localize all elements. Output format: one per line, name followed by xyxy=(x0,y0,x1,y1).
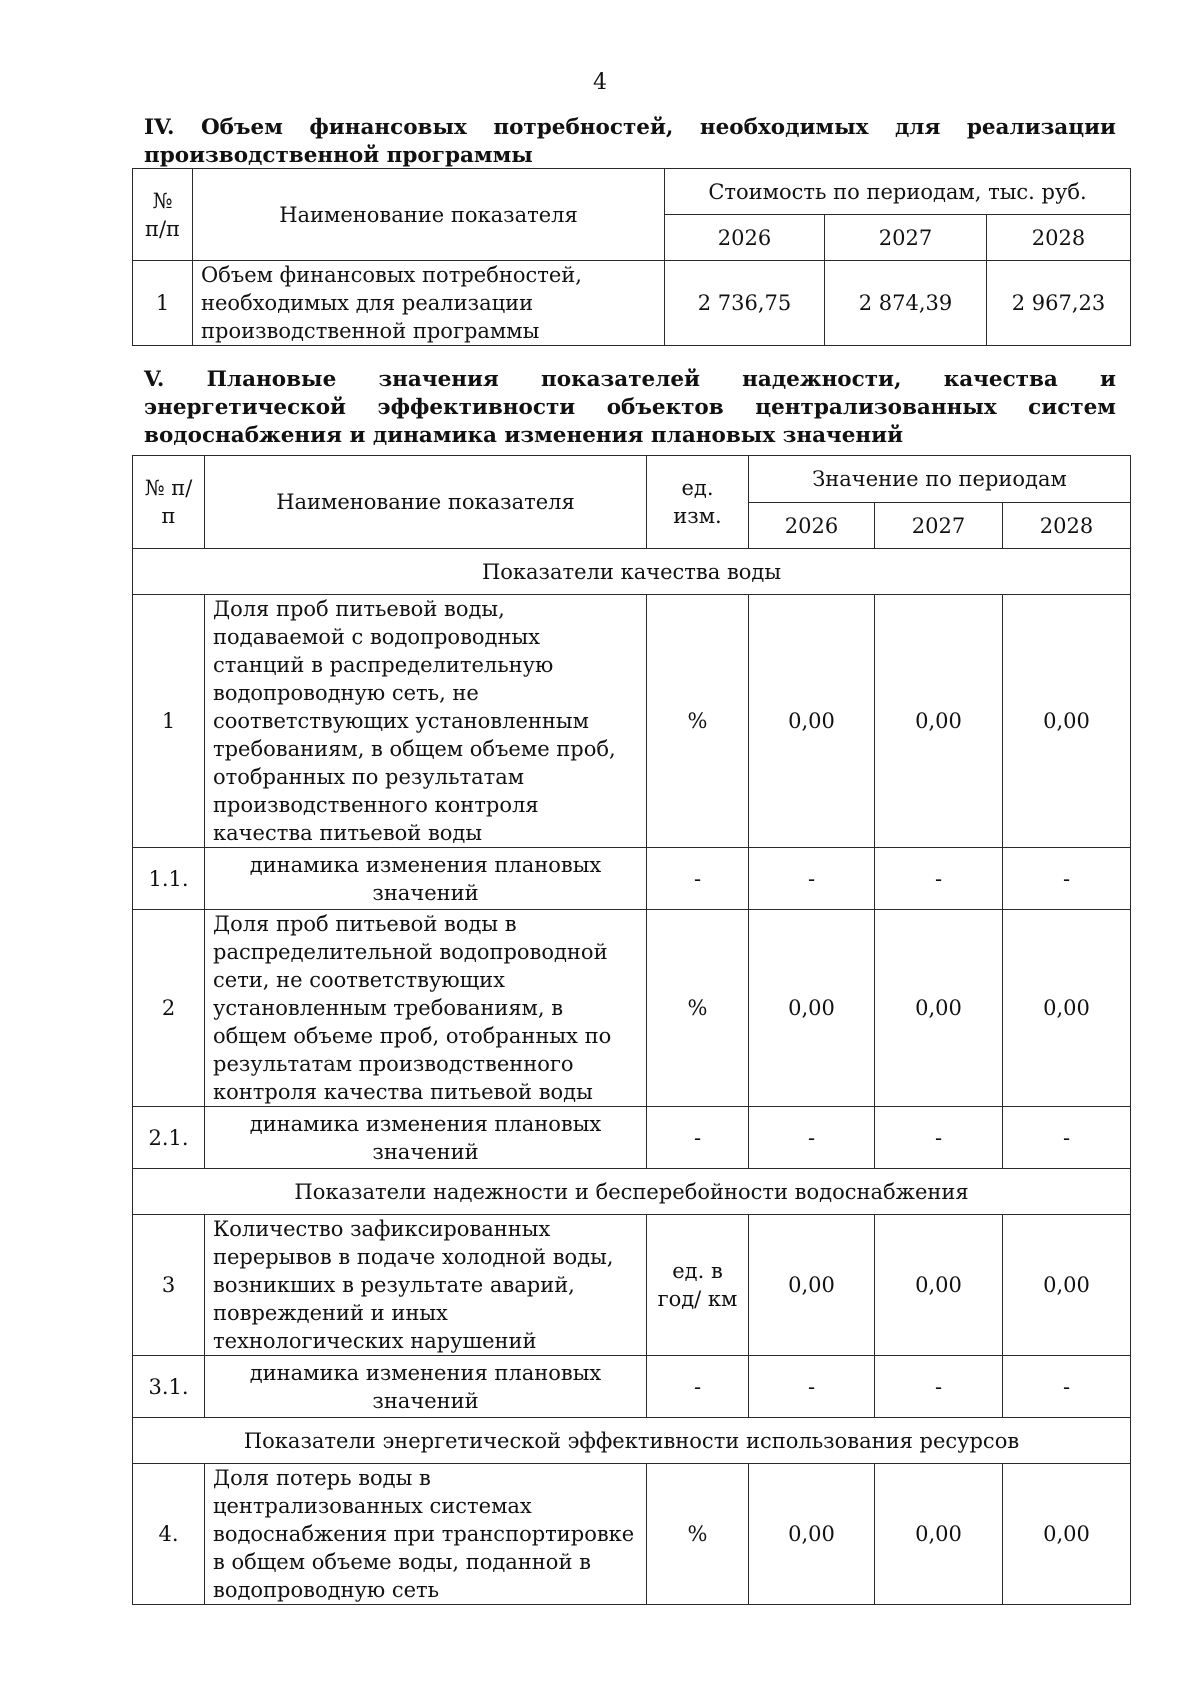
row-value: - xyxy=(749,848,875,910)
group-row xyxy=(133,549,1131,595)
row-indicator-name: Доля проб питьевой воды, подаваемой с водопроводных станций в распределительную водопроводную сеть, не соответствующих установленным требованиям, в общем объеме проб, отобранных по результатам производственного контроля качества питьевой воды xyxy=(205,595,647,848)
header-values-by-period: Значение по периодам xyxy=(749,456,1131,503)
table-row xyxy=(133,1464,1131,1605)
group-row xyxy=(133,1169,1131,1215)
row-value: 0,00 xyxy=(1003,595,1131,848)
header-indicator-name: Наименование показателя xyxy=(193,169,665,261)
table-row xyxy=(133,848,1131,910)
row-value: - xyxy=(1003,1107,1131,1169)
row-unit: ед. в год/ км xyxy=(647,1215,749,1356)
row-value: 0,00 xyxy=(875,1215,1003,1356)
group-row xyxy=(133,1418,1131,1464)
group-title-reliability: Показатели надежности и бесперебойности водоснабжения xyxy=(133,1169,1131,1215)
row-value: 0,00 xyxy=(1003,1215,1131,1356)
row-value: 0,00 xyxy=(749,910,875,1107)
table-row xyxy=(133,1107,1131,1169)
row-num: 1 xyxy=(133,261,193,346)
row-value: 0,00 xyxy=(875,595,1003,848)
header-year: 2026 xyxy=(665,215,825,261)
row-indicator-name: Доля потерь воды в централизованных системах водоснабжения при транспортировке в общем объеме воды, поданной в водопроводную сеть xyxy=(205,1464,647,1605)
row-num: 1 xyxy=(133,595,205,848)
row-indicator-name: Объем финансовых потребностей, необходимых для реализации производственной программы xyxy=(193,261,665,346)
table-row xyxy=(133,261,1131,346)
row-value: - xyxy=(1003,848,1131,910)
row-value: 0,00 xyxy=(1003,910,1131,1107)
page-number: 4 xyxy=(593,70,607,95)
row-indicator-name: Доля проб питьевой воды в распределительной водопроводной сети, не соответствующих установленным требованиям, в общем объеме проб, отобранных по результатам производственного контроля качества питьевой воды xyxy=(205,910,647,1107)
row-unit: % xyxy=(647,1464,749,1605)
indicators-table xyxy=(132,455,1131,1605)
header-year: 2028 xyxy=(1003,503,1131,549)
header-unit: ед. изм. xyxy=(647,456,749,549)
row-value: 0,00 xyxy=(749,595,875,848)
row-num: 3.1. xyxy=(133,1356,205,1418)
row-value: - xyxy=(749,1107,875,1169)
row-value: 2 874,39 xyxy=(825,261,987,346)
table-row xyxy=(133,910,1131,1107)
row-value: - xyxy=(875,848,1003,910)
table-row xyxy=(133,595,1131,848)
row-unit: % xyxy=(647,910,749,1107)
section-v-heading: V. Плановые значения показателей надежности, качества и энергетической эффективности объектов централизованных систем водоснабжения и динамика изменения плановых значений xyxy=(144,367,1116,448)
row-value: 0,00 xyxy=(875,910,1003,1107)
header-year: 2027 xyxy=(875,503,1003,549)
header-num: № п/п xyxy=(133,456,205,549)
header-year: 2028 xyxy=(987,215,1131,261)
row-indicator-name: динамика изменения плановых значений xyxy=(205,1356,647,1418)
row-unit: % xyxy=(647,595,749,848)
group-title-water-quality: Показатели качества воды xyxy=(133,549,1131,595)
group-title-energy-efficiency: Показатели энергетической эффективности использования ресурсов xyxy=(133,1418,1131,1464)
row-value: 2 967,23 xyxy=(987,261,1131,346)
row-num: 2 xyxy=(133,910,205,1107)
row-value: - xyxy=(875,1107,1003,1169)
row-value: 0,00 xyxy=(1003,1464,1131,1605)
row-num: 3 xyxy=(133,1215,205,1356)
row-value: 0,00 xyxy=(749,1215,875,1356)
section-iv-heading: IV. Объем финансовых потребностей, необходимых для реализации производственной программы xyxy=(144,115,1116,168)
row-value: - xyxy=(749,1356,875,1418)
row-num: 1.1. xyxy=(133,848,205,910)
row-unit: - xyxy=(647,848,749,910)
row-unit: - xyxy=(647,1356,749,1418)
row-value: 0,00 xyxy=(749,1464,875,1605)
row-indicator-name: Количество зафиксированных перерывов в подаче холодной воды, возникших в результате аварий, повреждений и иных технологических нарушений xyxy=(205,1215,647,1356)
header-year: 2026 xyxy=(749,503,875,549)
header-indicator-name: Наименование показателя xyxy=(205,456,647,549)
table-row xyxy=(133,1215,1131,1356)
financial-needs-table xyxy=(132,168,1131,346)
header-num: № п/п xyxy=(133,169,193,261)
row-num: 2.1. xyxy=(133,1107,205,1169)
row-value: 2 736,75 xyxy=(665,261,825,346)
row-num: 4. xyxy=(133,1464,205,1605)
row-indicator-name: динамика изменения плановых значений xyxy=(205,1107,647,1169)
row-unit: - xyxy=(647,1107,749,1169)
row-value: - xyxy=(875,1356,1003,1418)
row-value: 0,00 xyxy=(875,1464,1003,1605)
header-year: 2027 xyxy=(825,215,987,261)
row-indicator-name: динамика изменения плановых значений xyxy=(205,848,647,910)
row-value: - xyxy=(1003,1356,1131,1418)
header-cost-by-period: Стоимость по периодам, тыс. руб. xyxy=(665,169,1131,215)
table-row xyxy=(133,1356,1131,1418)
